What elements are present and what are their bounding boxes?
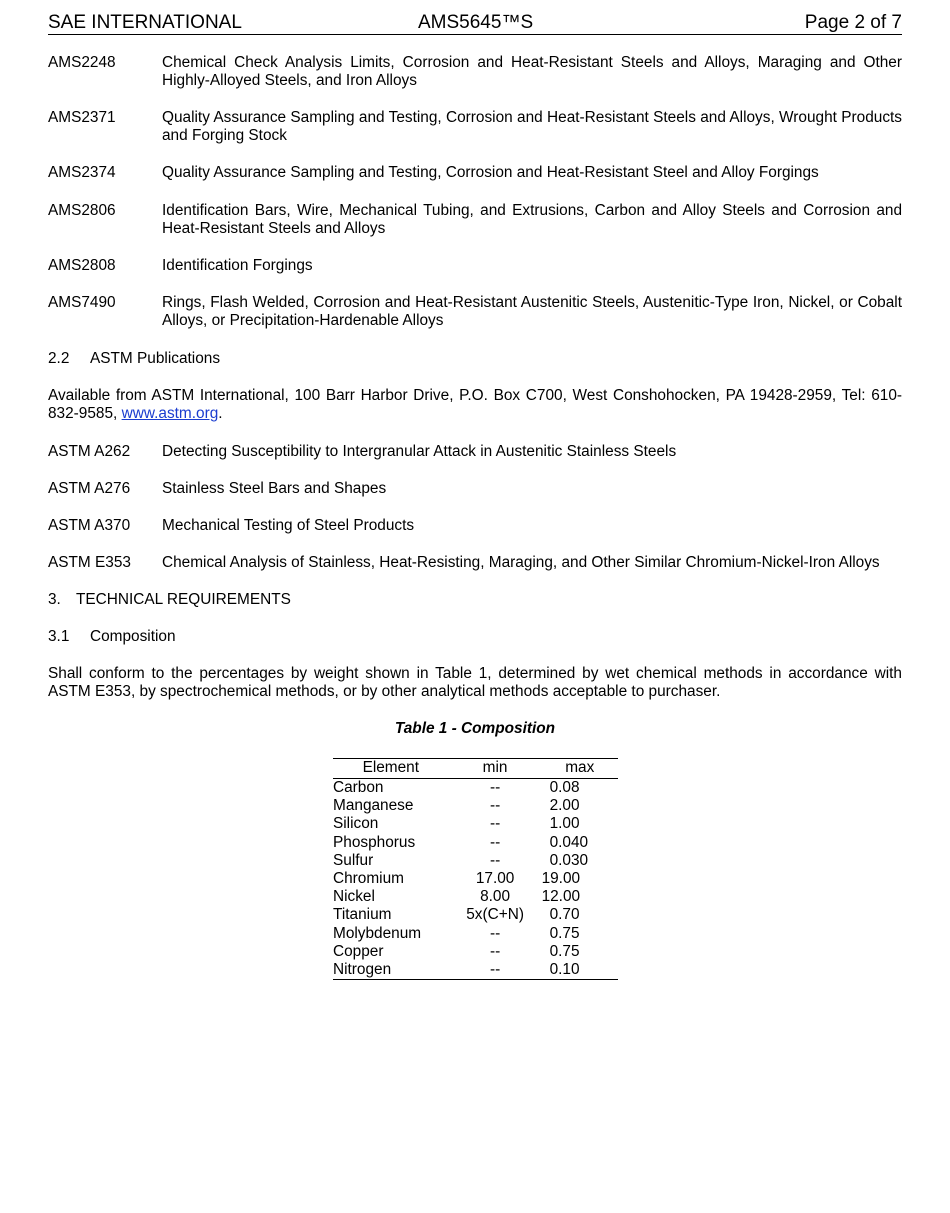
reference-code: AMS2371 — [48, 109, 116, 126]
section-number: 3.1 — [48, 628, 70, 645]
cell-max: 1.00 — [549, 815, 580, 833]
cell-max: 0.75 — [549, 924, 580, 942]
section-heading-3-1 — [48, 628, 176, 646]
cell-min: -- — [489, 779, 501, 796]
cell-element: Nickel — [333, 888, 375, 906]
reference-item — [48, 202, 902, 239]
reference-item — [48, 294, 902, 331]
cell-max: 0.08 — [549, 779, 580, 796]
availability-end: . — [218, 405, 223, 423]
cell-min: 17.00 — [475, 870, 515, 888]
table-row — [333, 925, 618, 943]
cell-max: 0.040 — [549, 833, 589, 851]
reference-code: ASTM A262 — [48, 443, 131, 460]
table-row — [333, 815, 618, 833]
section-number: 2.2 — [48, 350, 70, 367]
cell-element: Copper — [333, 942, 384, 960]
cell-element: Sulfur — [333, 851, 374, 869]
reference-title: Stainless Steel Bars and Shapes — [162, 480, 387, 497]
section-number: 3. — [48, 591, 61, 608]
astm-website-link[interactable]: www.astm.org — [121, 405, 219, 423]
cell-min: -- — [449, 961, 542, 980]
cell-max: 0.75 — [549, 942, 580, 960]
reference-title: Rings, Flash Welded, Corrosion and Heat-Resistant Austenitic Steels, Austenitic-Type Iron, Nickel, or Cobalt Alloys, or Precipitation-Hardenable Alloys — [162, 294, 902, 330]
composition-table — [333, 758, 618, 980]
header-organization: SAE INTERNATIONAL — [48, 12, 242, 33]
cell-max: 19.00 — [541, 870, 581, 888]
table-row — [333, 779, 618, 798]
cell-element: Silicon — [333, 815, 379, 833]
reference-item — [48, 517, 902, 535]
reference-title: Quality Assurance Sampling and Testing, Corrosion and Heat-Resistant Steel and Alloy Forgings — [162, 164, 819, 181]
reference-title: Quality Assurance Sampling and Testing, Corrosion and Heat-Resistant Steels and Alloys, Wrought Products and Forging Stock — [162, 109, 902, 145]
header-page-number: Page 2 of 7 — [804, 12, 902, 33]
availability-text: Available from ASTM International, 100 Barr Harbor Drive, P.O. Box C700, West Conshohocken, PA 19428-2959, Tel: 610-832-9585, — [48, 387, 902, 423]
reference-title: Chemical Check Analysis Limits, Corrosion and Heat-Resistant Steels and Alloys, Maraging and Other Highly-Alloyed Steels, and Iron Alloys — [162, 54, 902, 90]
section-title: ASTM Publications — [90, 350, 221, 367]
composition-paragraph: Shall conform to the percentages by weight shown in Table 1, determined by wet chemical methods in accordance with ASTM E353, by spectrochemical methods, or by other analytical methods acceptable to purchaser. — [48, 665, 902, 701]
section-title: Composition — [90, 628, 176, 645]
cell-element: Nitrogen — [333, 961, 449, 980]
reference-title: Identification Forgings — [162, 257, 313, 274]
reference-item — [48, 54, 902, 91]
table-body — [333, 779, 618, 980]
cell-max: 0.10 — [542, 961, 618, 980]
reference-item — [48, 554, 902, 572]
column-header-max: max — [542, 759, 618, 779]
cell-element: Chromium — [333, 870, 404, 888]
reference-title: Identification Bars, Wire, Mechanical Tubing, and Extrusions, Carbon and Alloy Steels and Corrosion and Heat-Resistant Steels and Alloys — [162, 202, 902, 238]
reference-code: ASTM A370 — [48, 517, 131, 534]
reference-item — [48, 443, 902, 461]
cell-max: 2.00 — [549, 797, 580, 815]
cell-min: -- — [489, 851, 501, 869]
column-header-min: min — [449, 759, 542, 779]
reference-code: ASTM A276 — [48, 480, 131, 497]
section-title: TECHNICAL REQUIREMENTS — [76, 591, 291, 608]
astm-availability-paragraph — [48, 387, 902, 424]
cell-element: Manganese — [333, 797, 414, 815]
reference-item — [48, 257, 902, 275]
reference-code: AMS2374 — [48, 164, 116, 181]
cell-min: 5x(C+N) — [466, 906, 524, 924]
table-row — [333, 834, 618, 852]
cell-min: -- — [489, 797, 501, 815]
reference-code: AMS7490 — [48, 294, 116, 311]
reference-code: AMS2806 — [48, 202, 116, 219]
reference-code: AMS2808 — [48, 257, 116, 274]
cell-element: Molybdenum — [333, 924, 422, 942]
table-header-row — [333, 759, 618, 779]
reference-title: Chemical Analysis of Stainless, Heat-Resisting, Maraging, and Other Similar Chromium-Nickel-Iron Alloys — [162, 554, 880, 571]
cell-max: 0.70 — [549, 906, 580, 924]
table-row — [333, 870, 618, 888]
reference-item — [48, 164, 902, 182]
cell-min: -- — [489, 942, 501, 960]
cell-min: -- — [489, 833, 501, 851]
table-row — [333, 888, 618, 906]
cell-element: Titanium — [333, 906, 392, 924]
table-caption: Table 1 - Composition — [394, 720, 556, 737]
table-row — [333, 852, 618, 870]
cell-element: Carbon — [333, 779, 384, 796]
reference-item — [48, 109, 902, 146]
cell-max: 0.030 — [549, 851, 589, 869]
table-row — [333, 961, 618, 980]
reference-item — [48, 480, 902, 498]
cell-min: -- — [489, 815, 501, 833]
page-header — [48, 12, 902, 35]
section-heading-2-2 — [48, 350, 220, 368]
table-row — [333, 797, 618, 815]
table-row — [333, 943, 618, 961]
cell-element: Phosphorus — [333, 833, 416, 851]
reference-title: Detecting Susceptibility to Intergranular Attack in Austenitic Stainless Steels — [162, 443, 677, 460]
cell-min: -- — [489, 924, 501, 942]
cell-min: 8.00 — [480, 888, 511, 906]
column-header-element: Element — [333, 759, 449, 779]
cell-max: 12.00 — [541, 888, 581, 906]
reference-title: Mechanical Testing of Steel Products — [162, 517, 415, 534]
section-heading-3 — [48, 591, 291, 609]
header-document-number: AMS5645™S — [418, 12, 534, 33]
table-row — [333, 906, 618, 924]
reference-code: ASTM E353 — [48, 554, 131, 571]
reference-code: AMS2248 — [48, 54, 116, 71]
